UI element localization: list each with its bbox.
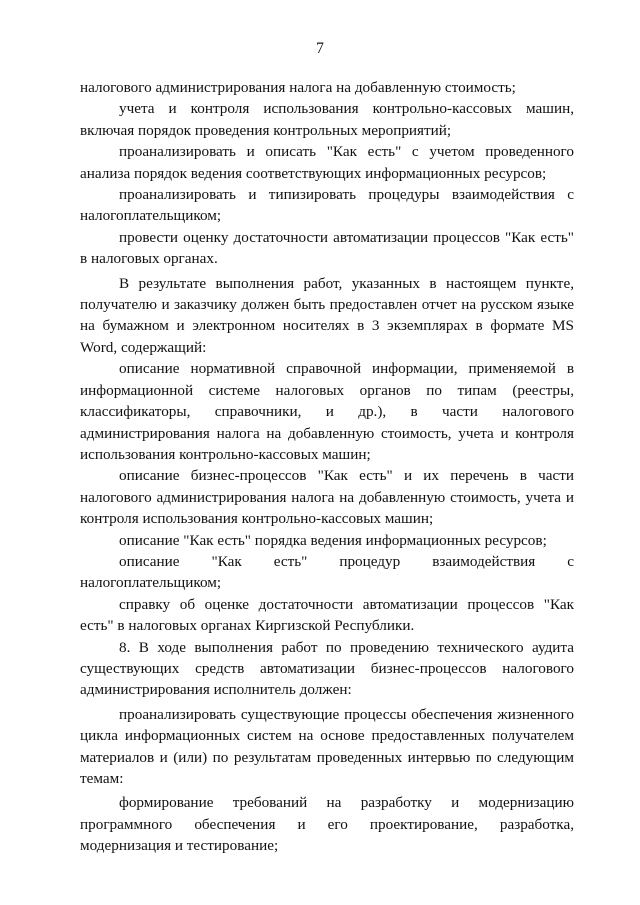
paragraph: проанализировать существующие процессы обеспечения жизненного цикла информационных систем на основе предоставленных получателем материалов и (или) по результатам проведенных интервью по следующим темам: [80, 705, 574, 787]
paragraph: описание бизнес-процессов "Как есть" и их перечень в части налогового администрирования налога на добавленную стоимость, учета и контроля использования контрольно-кассовых машин; [80, 467, 574, 528]
paragraph: описание нормативной справочной информации, применяемой в информационной системе налоговых органов по типам (реестры, классификаторы, справочники, и др.), в части налогового администрирования налога на добавленную стоимость, учета и контроля использования контрольно-кассовых машин; [80, 360, 574, 463]
document-body [80, 77, 574, 857]
paragraph: налогового администрирования налога на добавленную стоимость; [80, 79, 516, 96]
paragraph: описание "Как есть" порядка ведения информационных ресурсов; [119, 531, 547, 549]
page-number: 7 [316, 40, 324, 57]
paragraph: 8. В ходе выполнения работ по проведению технического аудита существующих средств автоматизации бизнес-процессов налогового администрирования исполнитель должен: [80, 638, 574, 699]
paragraph: провести оценку достаточности автоматизации процессов "Как есть" в налоговых органах. [80, 228, 574, 268]
paragraph: проанализировать и типизировать процедуры взаимодействия с налогоплательщиком; [80, 186, 574, 225]
paragraph: проанализировать и описать "Как есть" с учетом проведенного анализа порядок ведения соответствующих информационных ресурсов; [80, 143, 574, 182]
paragraph: В результате выполнения работ, указанных в настоящем пункте, получателю и заказчику должен быть предоставлен отчет на русском языке на бумажном и электронном носителях в 3 экземплярах в формате MS Word, содержащий: [80, 274, 574, 356]
paragraph: учета и контроля использования контрольно-кассовых машин, включая порядок проведения контрольных мероприятий; [80, 100, 574, 139]
paragraph: описание "Как есть" процедур взаимодействия с налогоплательщиком; [80, 552, 574, 592]
paragraph: справку об оценке достаточности автоматизации процессов "Как есть" в налоговых органах Киргизской Республики. [80, 595, 574, 635]
paragraph: формирование требований на разработку и модернизацию программного обеспечения и его проектирование, разработка, модернизация и тестирование; [80, 794, 574, 855]
